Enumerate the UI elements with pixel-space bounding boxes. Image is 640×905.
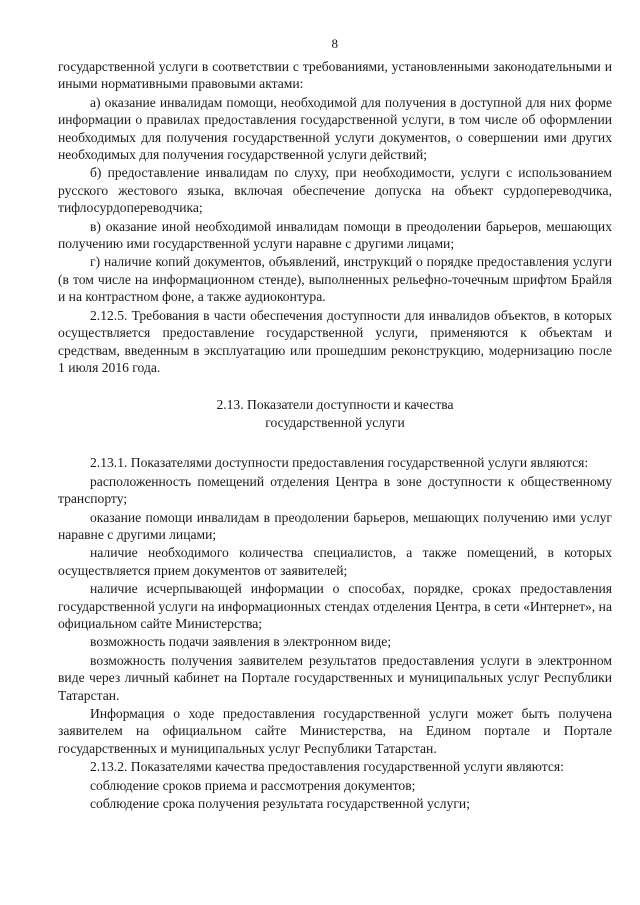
paragraph: 2.13.1. Показателями доступности предоставления государственной услуги являются: [90, 455, 589, 471]
paragraph: расположенность помещений отделения Центра в зоне доступности к общественному транспорту; [58, 473, 612, 507]
paragraph: б) предоставление инвалидам по слуху, при необходимости, услуги с использованием русского жестового языка, включая обеспечение допуска на объект сурдопереводчика, тифлосурдопереводчика; [58, 165, 612, 216]
section-heading-line-2: государственной услуги [265, 415, 405, 431]
paragraph: г) наличие копий документов, объявлений, инструкций о порядке предоставления услуги (в том числе на информационном стенде), выполненных рельефно-точечным шрифтом Брайля и на контрастном фоне, а также аудиоконтура. [58, 254, 612, 305]
paragraph: наличие исчерпывающей информации о способах, порядке, сроках предоставления государственной услуги на информационных стендах отделения Центра, в сети «Интернет», на официальном сайте Министерства; [58, 581, 612, 631]
paragraphs-after-heading [58, 454, 612, 812]
paragraph: оказание помощи инвалидам в преодолении барьеров, мешающих получению ими услуг наравне с другими лицами; [58, 509, 612, 542]
paragraph: а) оказание инвалидам помощи, необходимой для получения в доступной для них форме информации о правилах предоставления государственной услуги, в том числе об оформлении необходимых для получения государственной услуги документов, о совершении ими других необходимых для получения государственной услуги действий; [58, 94, 612, 163]
paragraph: соблюдение сроков приема и рассмотрения документов; [90, 777, 416, 793]
paragraph: соблюдение срока получения результата государственной услуги; [90, 796, 470, 812]
paragraph: Информация о ходе предоставления государственной услуги может быть получена заявителем на официальном сайте Министерства, на Едином портале и Портале государственных и муниципальных услуг Республики Татарстан. [58, 706, 612, 756]
paragraph: возможность подачи заявления в электронном виде; [90, 634, 392, 650]
page-number: 8 [331, 36, 339, 51]
paragraph: государственной услуги в соответствии с требованиями, установленными законодательными и иными нормативными правовыми актами: [58, 59, 612, 92]
section-heading-line-1: 2.13. Показатели доступности и качества [216, 397, 454, 413]
paragraph: 2.12.5. Требования в части обеспечения доступности для инвалидов объектов, в которых осуществляется предоставление государственной услуги, применяются к объектам и средствам, введенным в эксплуатацию или прошедшим реконструкцию, модернизацию после 1 июля 2016 года. [58, 307, 612, 375]
section-heading [58, 396, 612, 432]
paragraph: в) оказание иной необходимой инвалидам помощи в преодолении барьеров, мешающих получению ими государственной услуги наравне с другими лицами; [58, 218, 612, 252]
paragraphs-before-heading [58, 58, 612, 376]
document-body [58, 58, 612, 812]
paragraph: 2.13.2. Показателями качества предоставления государственной услуги являются: [90, 759, 564, 775]
paragraph: возможность получения заявителем результатов предоставления услуги в электронном виде через личный кабинет на Портале государственных и муниципальных услуг Республики Татарстан. [58, 652, 612, 703]
paragraph: наличие необходимого количества специалистов, а также помещений, в которых осуществляется прием документов от заявителей; [58, 545, 612, 578]
